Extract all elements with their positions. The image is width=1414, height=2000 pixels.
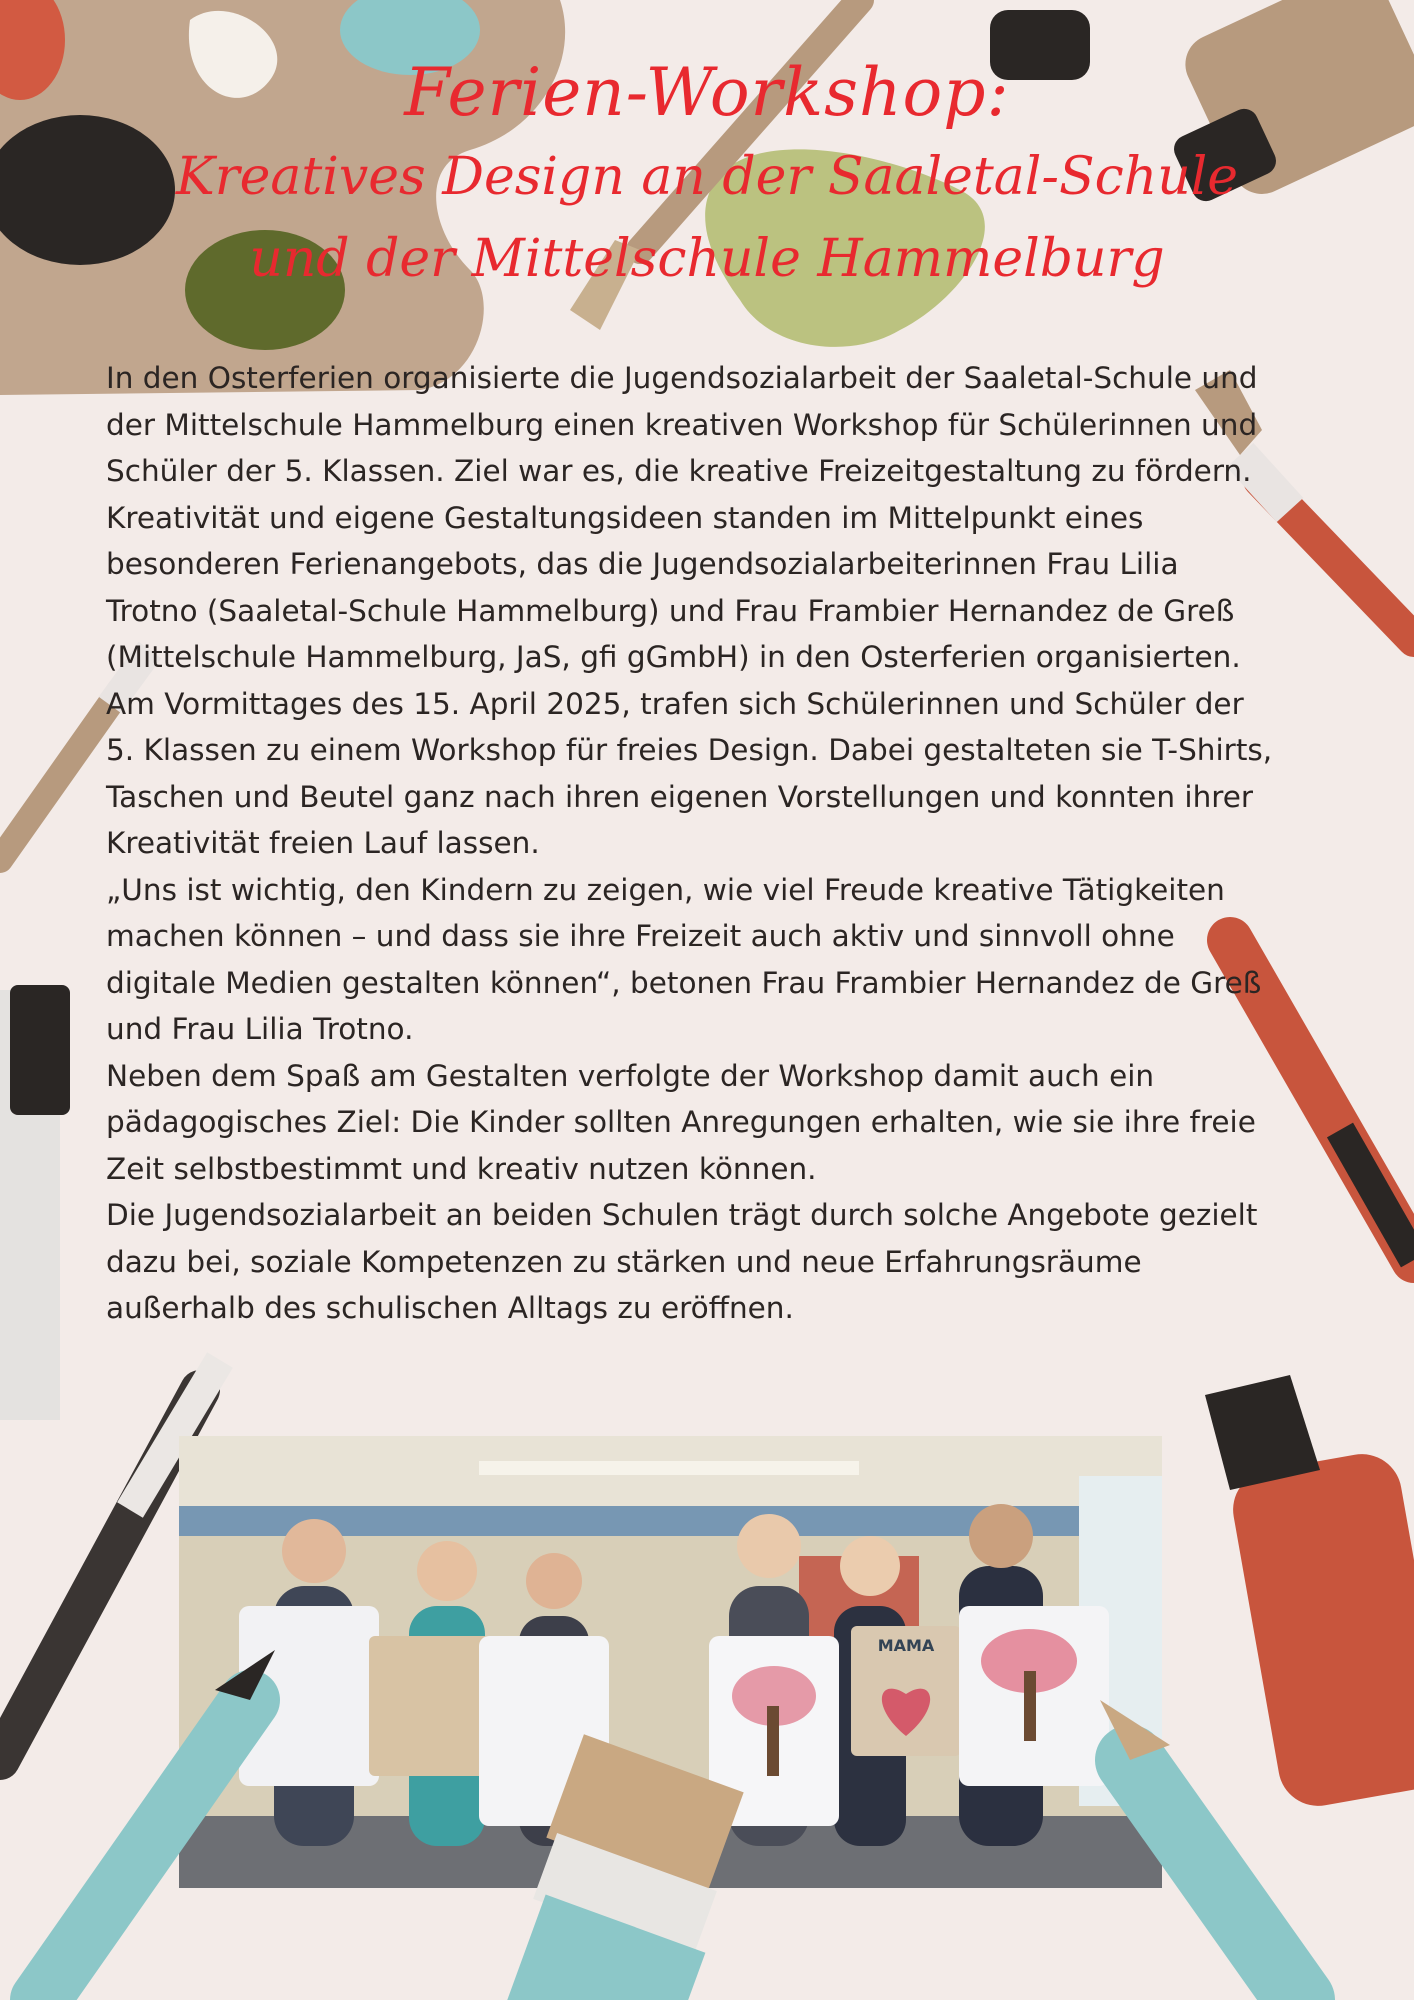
paragraph-organizers: Kreativität und eigene Gestaltungsideen standen im Mittelpunkt eines besonderen Ferienangebots, das die Jugendsozialarbeiterinnen Frau Lilia Trotno (Saaletal-Schule Hammelburg) und Frau Frambier Hernandez de Greß (Mittelschule Hammelburg, JaS, gfi gGmbH) in den Osterferien organisierten. (106, 500, 1241, 674)
headline-line-1: Ferien-Workshop: (404, 54, 1010, 131)
teal-brush-bottom-left (40, 1700, 250, 2000)
paragraph-closing: Die Jugendsozialarbeit an beiden Schulen trägt durch solche Angebote gezielt dazu bei, soziale Kompetenzen zu stärken und neue Erfahrungsräume außerhalb des schulischen Alltags zu eröffnen. (106, 1198, 1258, 1325)
paragraph-goal: Neben dem Spaß am Gestalten verfolgte der Workshop damit auch ein pädagogisches Ziel: Die Kinder sollten Anregungen erhalten, wie sie ihre freie Zeit selbstbestimmt und kreativ nutzen können. (106, 1058, 1256, 1186)
headline-line-3: und der Mittelschule Hammelburg (249, 229, 1165, 289)
paragraph-event: Am Vormittages des 15. April 2025, trafen sich Schülerinnen und Schüler der 5. Klassen zu einem Workshop für freies Design. Dabei gestalteten sie T-Shirts, Taschen und Beutel ganz nach ihren eigenen Vorstellungen und konnten ihrer Kreativität freien Lauf lassen. (106, 686, 1273, 860)
teal-brush-bottom-right (1130, 1760, 1300, 2000)
paragraph-quote: „Uns ist wichtig, den Kindern zu zeigen, wie viel Freude kreative Tätigkeiten machen können – und dass sie ihre Freizeit auch aktiv und sinnvoll ohne digitale Medien gestalten können“, betonen Frau Frambier Hernandez de Greß und Frau Lilia Trotno. (106, 872, 1262, 1046)
headline-line-2: Kreatives Design an der Saaletal-Schule (175, 147, 1239, 207)
photo-bag-mama-label: MAMA (877, 1636, 935, 1655)
paragraph-intro: In den Osterferien organisierte die Jugendsozialarbeit der Saaletal-Schule und der Mittelschule Hammelburg einen kreativen Workshop für Schülerinnen und Schüler der 5. Klassen. Ziel war es, die kreative Freizeitgestaltung zu fördern. (106, 361, 1258, 488)
